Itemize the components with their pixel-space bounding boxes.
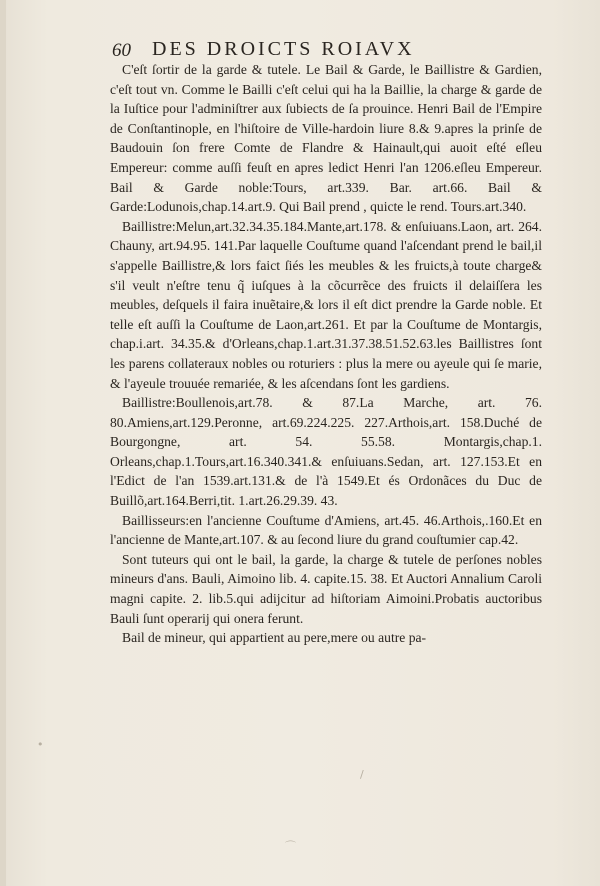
margin-mark: / <box>360 768 364 781</box>
paragraph: Baillistre:Melun,art.32.34.35.184.Mante,art.178. & enſuiuans.Laon, art. 264. Chauny, art.94.95. 141.Par laquelle Couſtume quand l'aſcendant prend le bail,il s'appelle Baillistre,& lors faict ſiés les meubles & les fruicts,à toute charge& s'il veult n'eſtre tenu q̃ iuſques à la cõcurrẽce des fruicts il delaiſſera les meubles, deſquels il faira inuẽtaire,& lors il eſt dict prendre la Garde noble. Et telle eſt auſſi la Couſtume de Laon,art.261. Et par la Couſtume de Montargis, chap.i.art. 34.35.& d'Orleans,chap.1.art.31.37.38.51.52.63.les Baillistres ſont les parens collateraux nobles ou roturiers : plus la mere ou ayeule qui ſe marie, & l'ayeule trouuée remariée, & les aſcendans ſont les gardiens. <box>110 218 542 391</box>
paragraph: C'eſt ſortir de la garde & tutele. Le Bail & Garde, le Baillistre & Gardien, c'eſt tout vn. Comme le Bailli c'eſt celui qui ha la Baillie, la charge & garde de la Iuſtice pour l'adminiſtrer aux ſubiects de ſa prouince. Henri Bail de l'Empire de Conſtantinople, en l'hiſtoire de Ville-hardoin liure 8.& 9.apres la prinſe de Baudouin ſon frere Comte de Flandre & Hainault,qui auoit eſté eſleu Empereur: comme auſſi feuſt en apres ledict Henri l'an 1206.eſleu Empereur. Bail & Garde noble:Tours, art.339. Bar. art.66. Bail & Garde:Lodunois,chap.14.art.9. Qui Bail prend , quicte le rend. Tours.art.340. <box>110 62 542 215</box>
margin-mark: • <box>37 738 44 751</box>
running-title: DES DROICTS ROIAVX <box>152 38 415 60</box>
margin-mark: ⌒ <box>285 840 296 853</box>
body-text <box>110 60 542 648</box>
paragraph: Sont tuteurs qui ont le bail, la garde, la charge & tutele de perſones nobles mineurs d'ans. Bauli, Aimoino lib. 4. capite.15. 38. Et Auctori Annalium Caroli magni capite. 2. lib.5.qui adijcitur ad hiſtoriam Aimoini.Probatis auctoribus Bauli ſunt operarij qui onera ferunt. <box>110 551 542 626</box>
paragraph: Baillistre:Boullenois,art.78. & 87.La Marche, art. 76. 80.Amiens,art.129.Peronne, art.69.224.225. 227.Arthois,art. 158.Duché de Bourgongne, art. 54. 55.58. Montargis,chap.1. Orleans,chap.1.Tours,art.16.340.341.& enſuiuans.Sedan, art. 127.153.Et en l'Edict de l'an 1539.art.131.& de l'à 1549.Et és Ordonãces du Duc de Buillõ,art.164.Berri,tit. 1.art.26.29.39. 43. <box>110 395 542 509</box>
paragraph: Bail de mineur, qui appartient au pere,mere ou autre pa- <box>122 630 427 646</box>
paragraph: Baillisseurs:en l'ancienne Couſtume d'Amiens, art.45. 46.Arthois,.160.Et en l'ancienne de Mante,art.107. & au ſecond liure du grand couſtumier cap.42. <box>110 512 542 548</box>
page-number: 60 <box>112 40 131 61</box>
page-edge-left <box>0 0 6 886</box>
